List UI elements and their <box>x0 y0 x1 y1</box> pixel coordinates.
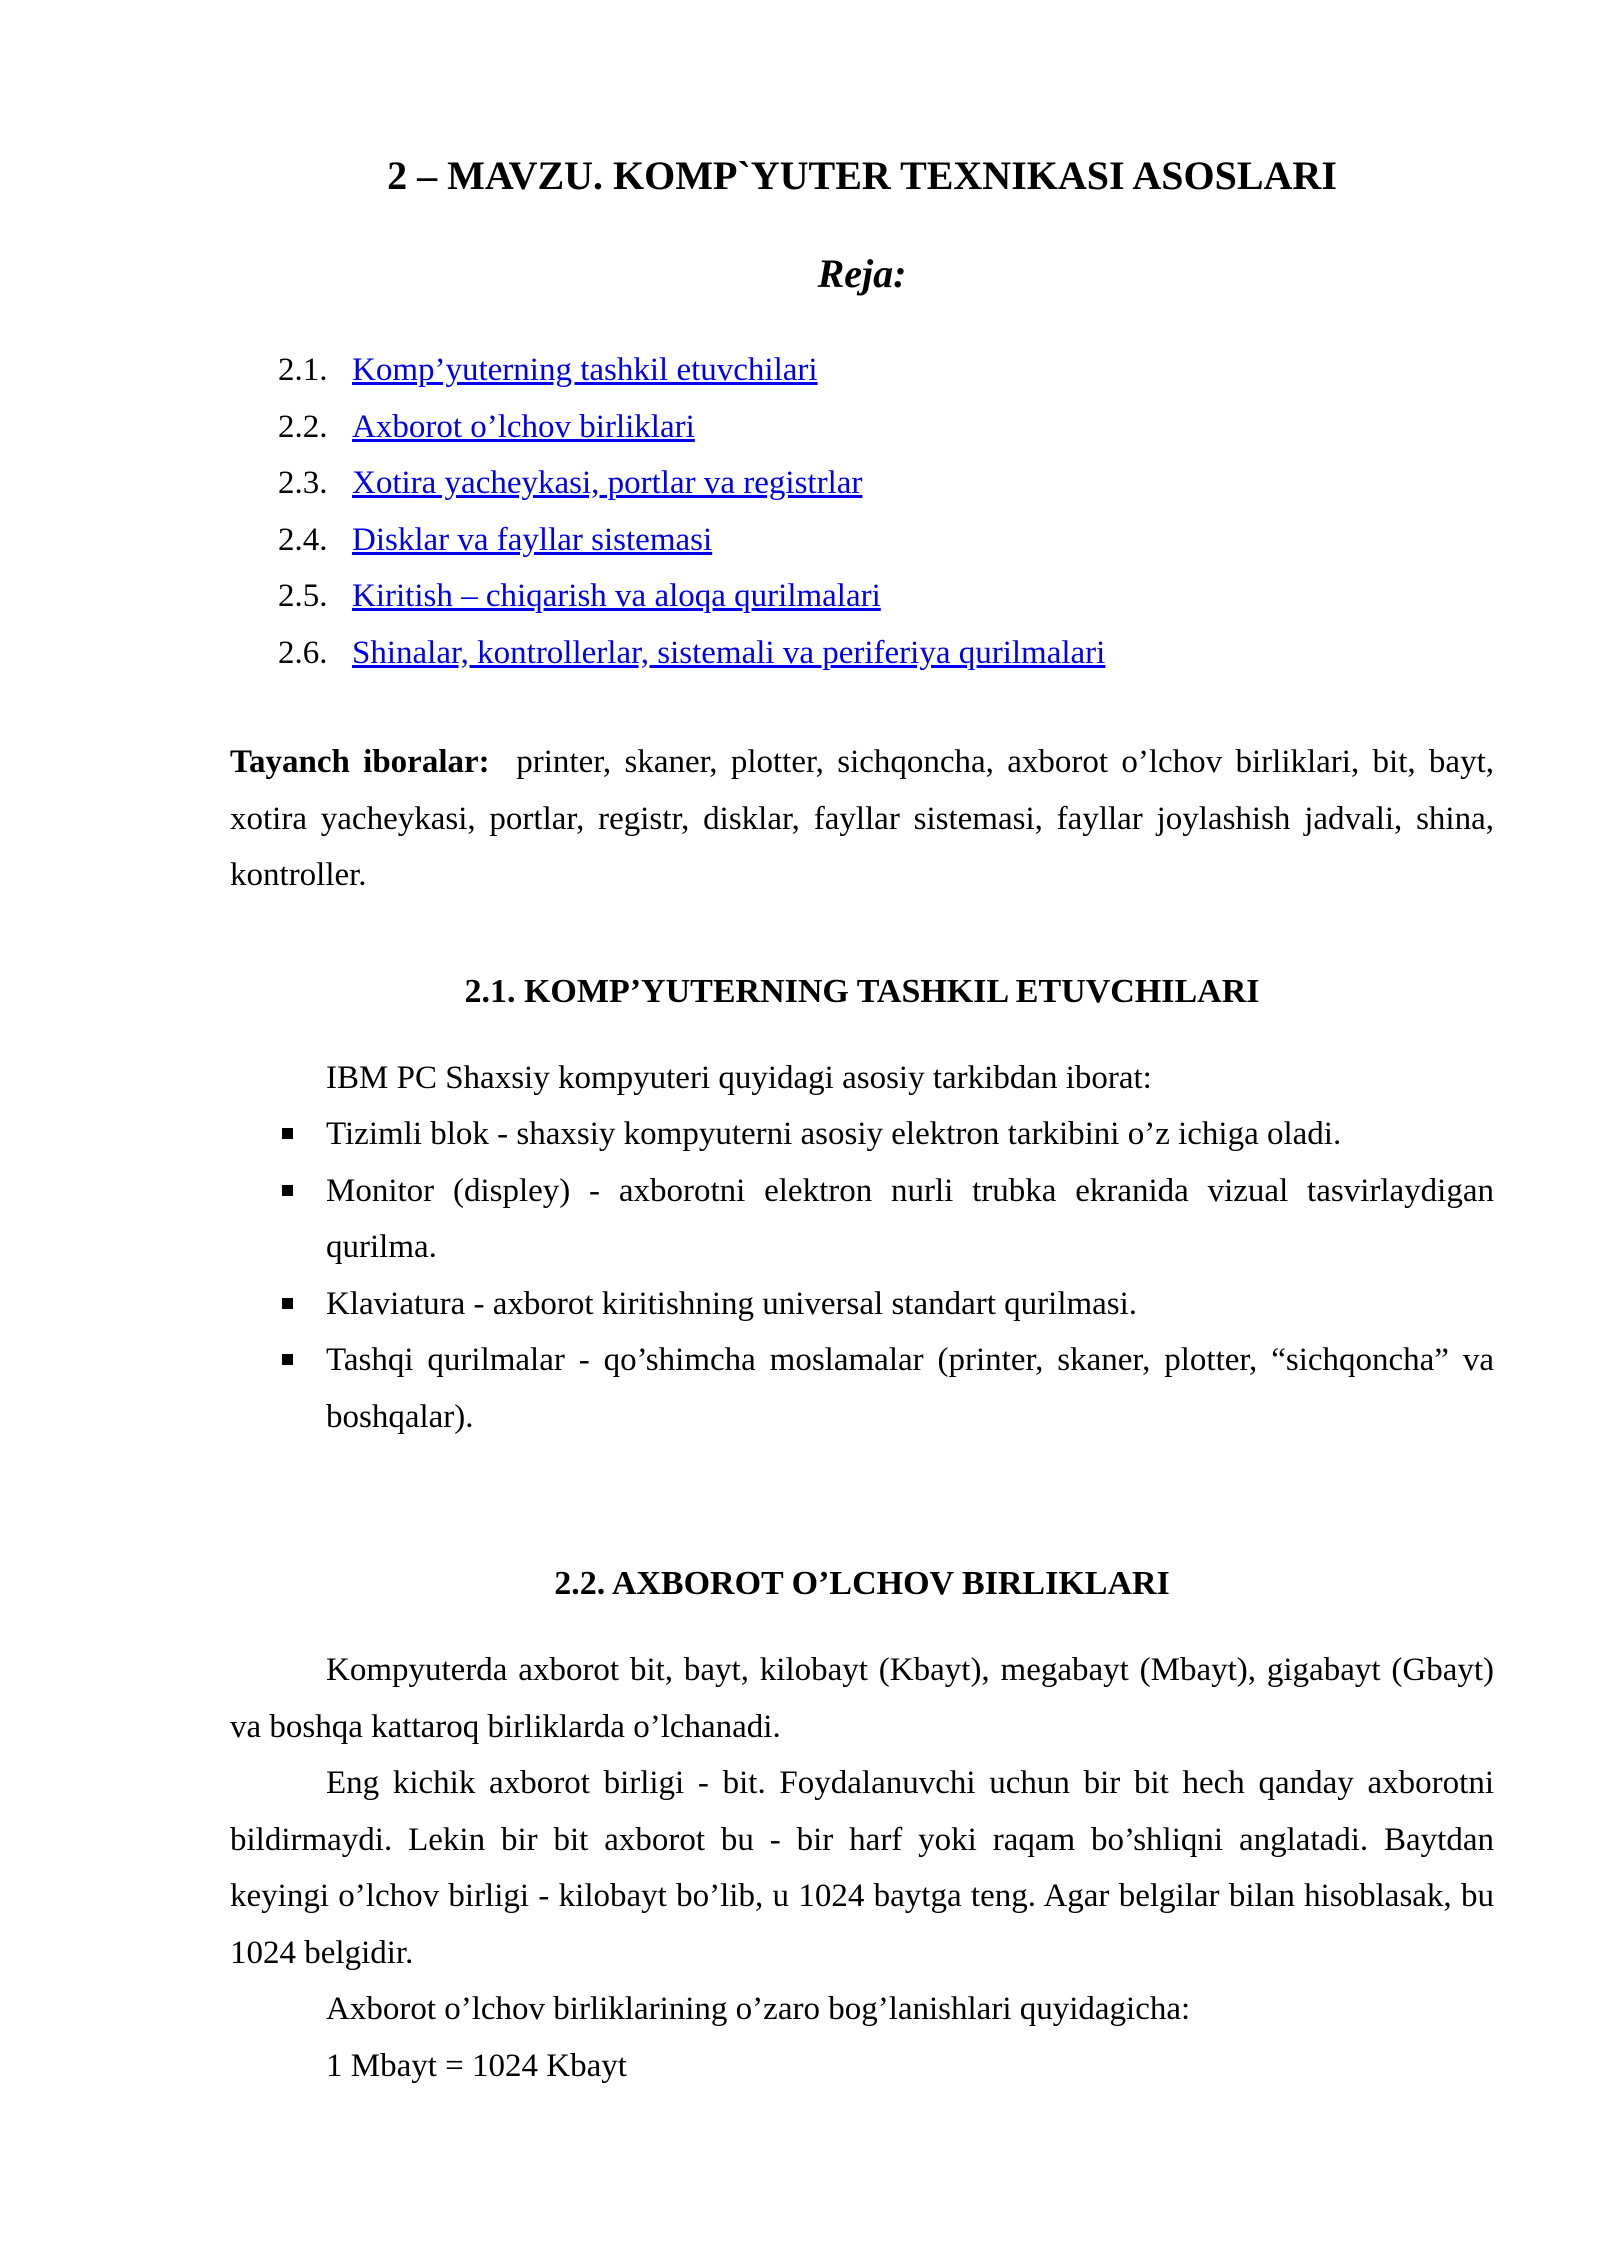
square-bullet-icon <box>282 1298 293 1309</box>
document-title: 2 – MAVZU. KOMP`YUTER TEXNIKASI ASOSLARI <box>387 153 1337 198</box>
plan-item-number: 2.5. <box>278 578 328 614</box>
plan-link[interactable]: Disklar va fayllar sistemasi <box>352 521 713 558</box>
square-bullet-icon <box>282 1354 293 1365</box>
list-item-text: Tashqi qurilmalar - qo’shimcha moslamalar (printer, skaner, plotter, “sichqoncha” va boshqalar). <box>326 1342 1494 1435</box>
plan-link[interactable]: Shinalar, kontrollerlar, sistemali va periferiya qurilmalari <box>352 634 1106 671</box>
plan-item-number: 2.6. <box>278 634 328 671</box>
keywords-label: Tayanch iboralar: <box>230 744 490 780</box>
plan-link[interactable]: Kiritish – chiqarish va aloqa qurilmalari <box>352 578 881 614</box>
list-item-text: Monitor (displey) - axborotni elektron nurli trubka ekranida vizual tasvirlaydigan qurilma. <box>326 1172 1494 1265</box>
plan-item <box>278 399 1494 456</box>
plan-link[interactable]: Axborot o’lchov birliklari <box>352 408 695 445</box>
document-page <box>230 0 1494 2262</box>
section2-heading: 2.2. AXBOROT O’LCHOV BIRLIKLARI <box>554 1565 1170 1602</box>
plan-list <box>278 342 1494 681</box>
section1-heading: 2.1. KOMP’YUTERNING TASHKIL ETUVCHILARI <box>464 973 1260 1010</box>
plan-item-number: 2.2. <box>278 408 328 445</box>
section1-intro-block <box>230 1050 1494 1107</box>
plan-item-number: 2.4. <box>278 521 328 558</box>
plan-link[interactable]: Xotira yacheykasi, portlar va registrlar <box>352 465 863 501</box>
plan-item <box>278 512 1494 569</box>
section2-paragraph: Eng kichik axborot birligi - bit. Foydalanuvchi uchun bir bit hech qanday axborotni bildirmaydi. Lekin bir bit axborot bu - bir harf yoki raqam bo’shliqni anglatadi. Baytdan keyingi o’lchov birligi - kilobayt bo’lib, u 1024 baytga teng. Agar belgilar bilan hisoblasak, bu 1024 belgidir. <box>230 1765 1494 1971</box>
plan-item <box>278 342 1494 399</box>
section1-intro: IBM PC Shaxsiy kompyuteri quyidagi asosiy tarkibdan iborat: <box>326 1060 1152 1096</box>
list-item <box>230 1163 1494 1276</box>
list-item <box>230 1332 1494 1445</box>
plan-item <box>278 455 1494 512</box>
plan-item <box>278 625 1494 682</box>
section2-formula: 1 Mbayt = 1024 Kbayt <box>326 2047 627 2084</box>
section2-paragraph: Axborot o’lchov birliklarining o’zaro bog’lanishlari quyidagicha: <box>326 1991 1191 2027</box>
section2-paragraph: Kompyuterda axborot bit, bayt, kilobayt (Kbayt), megabayt (Mbayt), gigabayt (Gbayt) va boshqa kattaroq birliklarda o’lchanadi. <box>230 1652 1494 1745</box>
list-item-text: Klaviatura - axborot kiritishning universal standart qurilmasi. <box>326 1285 1138 1322</box>
square-bullet-icon <box>282 1185 293 1196</box>
plan-heading: Reja: <box>817 251 907 296</box>
plan-item-number: 2.3. <box>278 465 328 501</box>
keywords-paragraph <box>230 734 1494 904</box>
plan-link[interactable]: Komp’yuterning tashkil etuvchilari <box>352 352 818 388</box>
section1-bullet-list <box>230 1106 1494 1445</box>
list-item <box>230 1276 1494 1333</box>
plan-item <box>278 568 1494 625</box>
plan-item-number: 2.1. <box>278 352 328 388</box>
square-bullet-icon <box>282 1128 293 1139</box>
section2-body <box>230 1642 1494 2094</box>
list-item-text: Tizimli blok - shaxsiy kompyuterni asosiy elektron tarkibini o’z ichiga oladi. <box>326 1116 1342 1152</box>
keywords-block <box>230 734 1494 904</box>
list-item <box>230 1106 1494 1163</box>
keywords-text: printer, skaner, plotter, sichqoncha, axborot o’lchov birliklari, bit, bayt, xotira yacheykasi, portlar, registr, disklar, fayllar sistemasi, fayllar joylashish jadvali, shina, kontroller. <box>230 744 1494 893</box>
